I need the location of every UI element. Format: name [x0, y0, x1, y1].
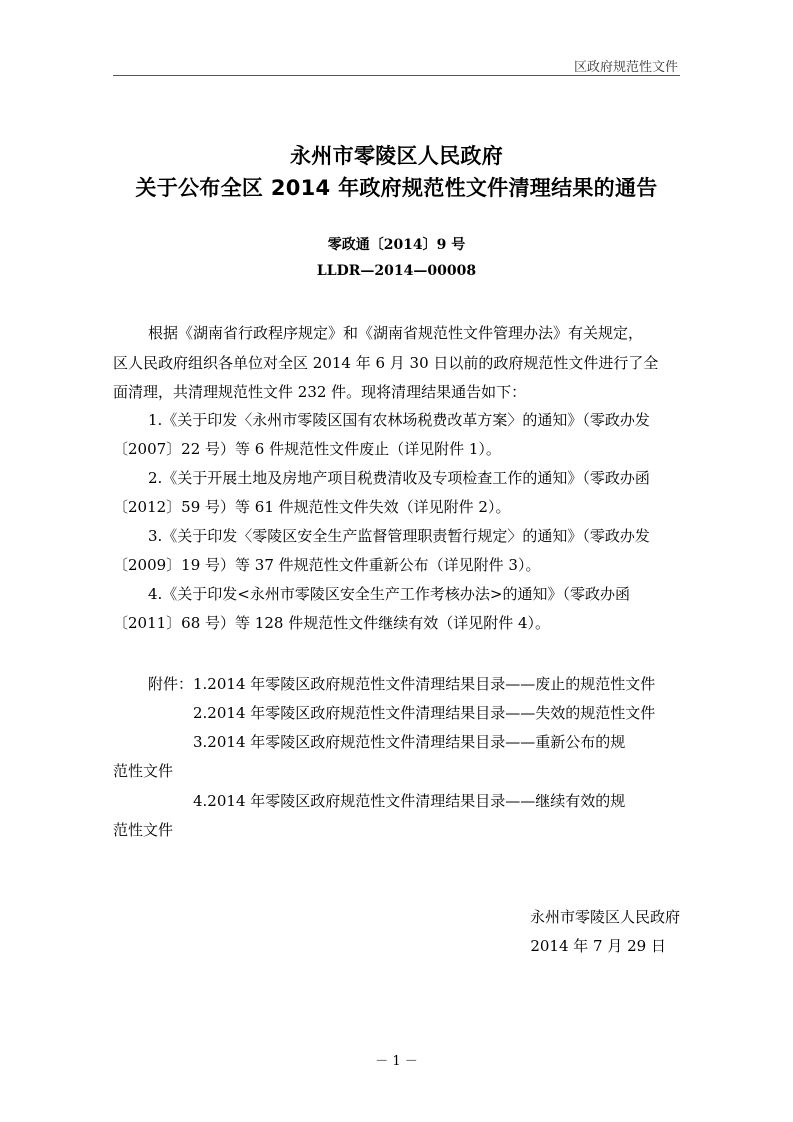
item-2-line-1: 2.《关于开展土地及房地产项目税费清收及专项检查工作的通知》（零政办函 [148, 469, 650, 487]
signature-date: 2014 年 7 月 29 日 [530, 937, 666, 955]
intro-line-2: 区人民政府组织各单位对全区 2014 年 6 月 30 日以前的政府规范性文件进行了全 [113, 354, 659, 372]
item-4-line-2: 〔2011〕68 号）等 128 件规范性文件继续有效（详见附件 4）。 [113, 614, 551, 632]
intro-line-1: 根据《湖南省行政程序规定》和《湖南省规范性文件管理办法》有关规定， [148, 324, 644, 342]
intro-line-3: 面清理，共清理规范性文件 232 件。现将清理结果通告如下： [113, 383, 527, 401]
item-2-line-2: 〔2012〕59 号）等 61 件规范性文件失效（详见附件 2）。 [113, 498, 511, 516]
attachment-2: 2.2014 年零陵区政府规范性文件清理结果目录——失效的规范性文件 [193, 704, 656, 722]
page-number: － 1 － [375, 1054, 418, 1069]
attachment-1: 附件：1.2014 年零陵区政府规范性文件清理结果目录——废止的规范性文件 [148, 675, 656, 693]
header-label: 区政府规范性文件 [573, 60, 678, 75]
signature-organization: 永州市零陵区人民政府 [529, 908, 680, 926]
item-4-line-1: 4.《关于印发<永州市零陵区安全生产工作考核办法>的通知》（零政办函 [148, 585, 630, 603]
document-code: LLDR—2014—00008 [316, 263, 477, 279]
item-1-line-1: 1.《关于印发〈永州市零陵区国有农林场税费改革方案〉的通知》（零政办发 [148, 411, 650, 429]
header-divider [113, 75, 680, 76]
title-line-2: 关于公布全区 2014 年政府规范性文件清理结果的通告 [135, 176, 658, 200]
title-line-1: 永州市零陵区人民政府 [290, 144, 503, 168]
item-1-line-2: 〔2007〕22 号）等 6 件规范性文件废止（详见附件 1）。 [113, 440, 501, 458]
document-number: 零政通〔2014〕9 号 [327, 237, 466, 253]
attachment-4-line-1: 4.2014 年零陵区政府规范性文件清理结果目录——继续有效的规 [193, 792, 626, 810]
item-3-line-2: 〔2009〕19 号）等 37 件规范性文件重新公布（详见附件 3）。 [113, 556, 541, 574]
attachment-3-line-1: 3.2014 年零陵区政府规范性文件清理结果目录——重新公布的规 [193, 733, 626, 751]
item-3-line-1: 3.《关于印发〈零陵区安全生产监督管理职责暂行规定〉的通知》（零政办发 [148, 527, 650, 545]
attachment-4-line-2: 范性文件 [113, 821, 174, 839]
attachment-3-line-2: 范性文件 [113, 762, 174, 780]
